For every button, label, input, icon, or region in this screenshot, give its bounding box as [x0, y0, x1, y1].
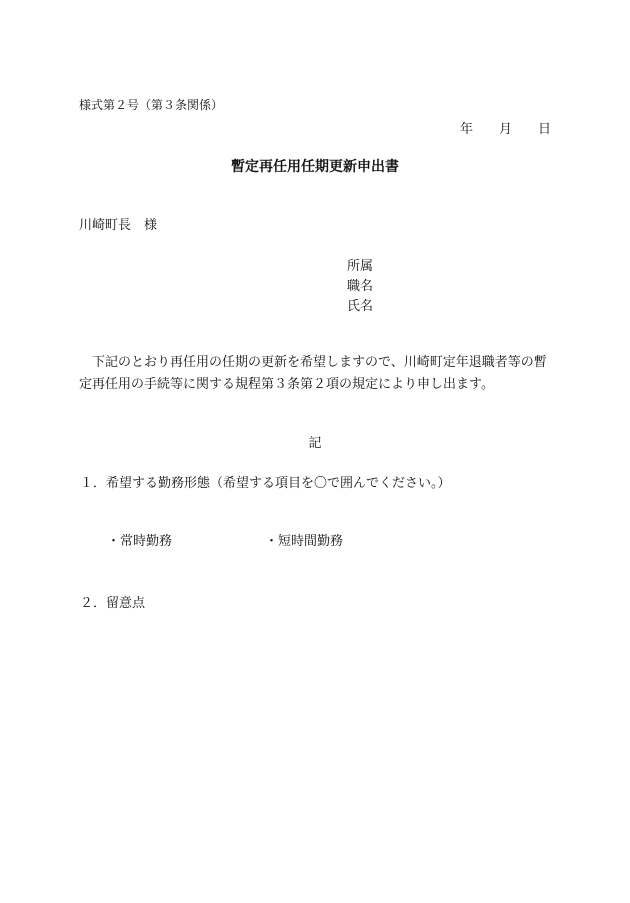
- body-line-1: 下記のとおり再任用の任期の更新を希望しますので、川崎町定年退職者等の暫: [79, 355, 547, 370]
- date-month: 月: [499, 122, 513, 137]
- date-year: 年: [460, 122, 474, 137]
- option-full-time: ・常時勤務: [107, 534, 173, 549]
- form-number: 様式第２号（第３条関係）: [79, 98, 224, 112]
- body-paragraph: [79, 352, 559, 396]
- option-part-time: ・短時間勤務: [265, 534, 344, 549]
- document-title: 暫定再任用任期更新申出書: [231, 159, 399, 175]
- addressee: 川崎町長 様: [79, 218, 158, 233]
- applicant-position: 職名: [347, 279, 374, 294]
- applicant-affiliation: 所属: [347, 259, 374, 274]
- item-1-label: １．希望する勤務形態（希望する項目を〇で囲んでください。）: [80, 476, 451, 491]
- ki-heading: 記: [308, 436, 322, 451]
- date-day: 日: [538, 122, 552, 137]
- date-line: [460, 118, 551, 137]
- body-line-2: 定再任用の手続等に関する規程第３条第２項の規定により申し出ます。: [79, 377, 494, 392]
- applicant-name: 氏名: [347, 299, 374, 314]
- item-2-label: ２．留意点: [80, 596, 146, 611]
